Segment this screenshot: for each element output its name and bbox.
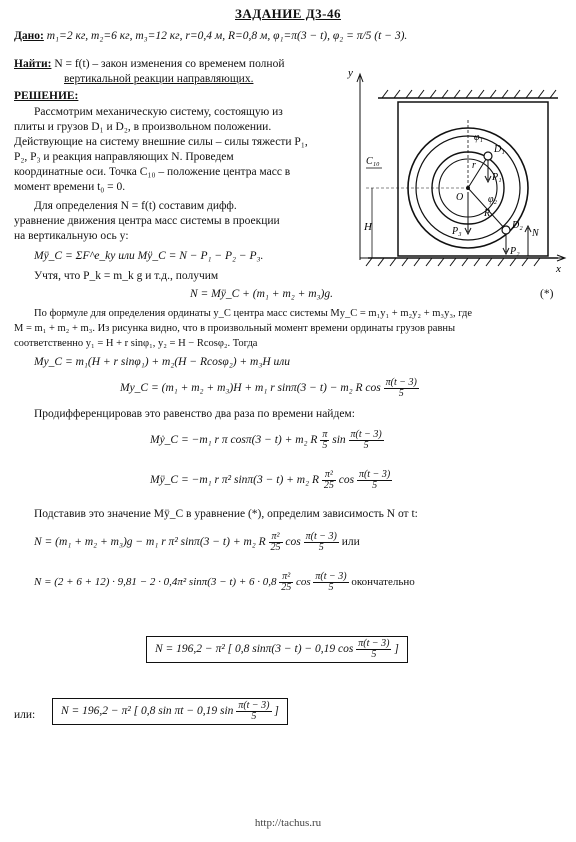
top-support-hatching	[382, 90, 556, 98]
given-label: Дано:	[14, 30, 44, 42]
d2-label: D₂	[512, 220, 523, 231]
d1-label: D₁	[494, 144, 505, 155]
equation-8	[34, 572, 415, 593]
p2-line-3: на вертикальную ось y:	[14, 230, 129, 242]
equation-5-lhs: Mẏ_C = −m₁ r π cosπ(3 − t) + m₂ R	[150, 434, 318, 447]
result-box-1	[146, 636, 408, 663]
find-text-2: вертикальной реакции направляющих.	[64, 73, 254, 85]
fraction-denominator: 5	[398, 388, 404, 399]
fraction-denominator: 5	[328, 582, 334, 593]
p1-line-4: P₂, P₃ и реакция направляющих N. Проведем	[14, 151, 234, 163]
p4-line-2: M = m₁ + m₂ + m₃. Из рисунка видно, что в произвольный момент времени ординаты грузов равны	[14, 323, 456, 334]
find-label: Найти:	[14, 58, 52, 70]
equation-5-sin: sin	[332, 434, 346, 447]
fraction-denominator: 5	[322, 440, 328, 451]
find-text-1: N = f(t) – закон изменения со временем полной	[54, 58, 285, 70]
solution-label: РЕШЕНИЕ:	[14, 90, 79, 102]
given-text: m₁=2 кг, m₂=6 кг, m₃=12 кг, r=0,4 м, R=0,8 м, φ₁=π(3 − t), φ₂ = π/5 (t − 3).	[46, 30, 408, 42]
equation-8-cos: cos	[296, 576, 311, 589]
equation-6-lhs: Mÿ_C = −m₁ r π² sinπ(3 − t) + m₂ R	[150, 474, 319, 487]
equation-6-arg-fraction	[357, 470, 392, 491]
p2-label: P₂	[510, 246, 520, 257]
equation-7-cos: cos	[285, 536, 301, 549]
fraction-numerator: π²	[269, 532, 283, 543]
equation-7	[34, 532, 360, 553]
find-line	[14, 58, 284, 70]
p1-line-2: плиты и грузов D₁ и D₂, в произвольном положении.	[14, 121, 272, 133]
p4-line-3: соответственно y₁ = H + r sinφ₁, y₂ = H − Rcosφ₂. Тогда	[14, 338, 258, 349]
result-2-lhs: N = 196,2 − π² [ 0,8 sin πt − 0,19 sin	[61, 705, 234, 718]
result-2-tail: ]	[274, 705, 279, 718]
equation-6-coef-fraction	[322, 470, 336, 491]
p3-label: P₃	[452, 226, 462, 237]
fraction-numerator: π(t − 3)	[305, 531, 337, 542]
page-title: ЗАДАНИЕ Д3-46	[235, 6, 341, 21]
result-2-fraction	[236, 701, 271, 722]
p1-line-5: координатные оси. Точка C₁₀ – положение центра масс в	[14, 166, 291, 178]
phi1-label: φ₁	[474, 132, 484, 143]
or-label: или:	[14, 709, 36, 721]
p5-text: Продифференцировав это равенство два раза по времени найдем:	[34, 408, 355, 420]
p1-line-3: Действующие на систему внешние силы – силы тяжести P₁,	[14, 136, 308, 148]
c10-label: C₁₀	[366, 156, 380, 167]
equation-8-lhs: N = (2 + 6 + 12) · 9,81 − 2 · 0,4π² sinπ(3 − t) + 6 · 0,8	[34, 576, 277, 589]
p1-line-1: Рассмотрим механическую систему, состоящую из	[34, 106, 283, 118]
fraction-denominator: 25	[270, 542, 281, 553]
p1-label: P₁	[492, 172, 502, 183]
fraction-numerator: π(t − 3)	[350, 429, 382, 440]
p2-line-2: уравнение движения центра масс системы в проекции	[14, 215, 280, 227]
footer-url[interactable]: http://tachus.ru	[254, 817, 322, 829]
result-box-2	[52, 698, 288, 725]
equation-8-tail: окончательно	[351, 576, 415, 589]
equation-3: My_C = m₁(H + r sinφ₁) + m₂(H − Rcosφ₂) + m₃H или	[34, 356, 291, 368]
fraction-numerator: π(t − 3)	[385, 377, 417, 388]
fraction-denominator: 5	[251, 711, 257, 722]
equation-7-tail: или	[341, 536, 360, 549]
equation-2: N = Mÿ_C + (m₁ + m₂ + m₃)g.	[190, 288, 334, 300]
equation-5-coef-fraction	[320, 430, 329, 451]
y-axis-label: y	[348, 67, 353, 79]
given-line	[14, 30, 407, 42]
p1-line-6: момент времени t₀ = 0.	[14, 181, 126, 193]
fraction-numerator: π(t − 3)	[358, 638, 390, 649]
bottom-support-hatching	[366, 258, 540, 266]
fraction-numerator: π²	[279, 572, 293, 583]
center-o-label: O	[456, 192, 464, 203]
equation-8-coef-fraction	[279, 572, 293, 593]
fraction-numerator: π²	[322, 470, 336, 481]
fraction-numerator: π(t − 3)	[315, 571, 347, 582]
equation-7-arg-fraction	[304, 532, 339, 553]
fraction-denominator: 5	[371, 649, 377, 660]
fraction-denominator: 5	[318, 542, 324, 553]
n-label: N	[532, 228, 539, 239]
fraction-denominator: 25	[281, 582, 292, 593]
equation-4	[120, 378, 419, 399]
equation-5-arg-fraction	[349, 430, 384, 451]
equation-7-lhs: N = (m₁ + m₂ + m₃)g − m₁ r π² sinπ(3 − t) + m₂ R	[34, 536, 266, 549]
result-1-fraction	[356, 639, 391, 660]
p3-text: Учтя, что P_k = m_k g и т.д., получим	[34, 270, 219, 282]
p6-text: Подставив это значение Mÿ_C в уравнение (*), определим зависимость N от t:	[34, 508, 418, 520]
r-label: r	[472, 160, 476, 171]
fraction-numerator: π(t − 3)	[358, 469, 391, 480]
equation-2-tag: (*)	[540, 288, 554, 300]
equation-4-fraction	[384, 378, 419, 399]
fraction-denominator: 5	[372, 480, 378, 491]
equation-8-arg-fraction	[313, 572, 348, 593]
h-label: H	[364, 221, 372, 233]
equation-7-coef-fraction	[269, 532, 283, 553]
equation-6	[150, 470, 392, 491]
equation-6-cos: cos	[338, 474, 355, 487]
mechanism-figure	[338, 60, 568, 275]
fraction-denominator: 5	[363, 440, 369, 451]
equation-4-lhs: My_C = (m₁ + m₂ + m₃)H + m₁ r sinπ(3 − t) − m₂ R cos	[120, 382, 381, 395]
load-d1	[484, 152, 492, 160]
p4-line-1: По формуле для определения ординаты y_C центра масс системы My_C = m₁y₁ + m₂y₂ + m₃y₃, где	[34, 308, 473, 319]
result-1-lhs: N = 196,2 − π² [ 0,8 sinπ(3 − t) − 0,19 cos	[155, 643, 354, 656]
plate-frame	[398, 102, 548, 256]
R-label: R	[484, 208, 491, 219]
equation-5	[150, 430, 384, 451]
equation-1: Mÿ_C = ΣF^e_ky или Mÿ_C = N − P₁ − P₂ − P₃.	[34, 250, 264, 262]
load-d2	[502, 226, 510, 234]
fraction-numerator: π(t − 3)	[238, 700, 270, 711]
x-axis-label: x	[556, 263, 561, 275]
p2-line-1: Для определения N = f(t) составим дифф.	[34, 200, 237, 212]
phi2-label: φ₂	[488, 194, 498, 205]
result-1-tail: ]	[394, 643, 399, 656]
fraction-denominator: 25	[323, 480, 334, 491]
fraction-numerator: π	[322, 429, 328, 440]
